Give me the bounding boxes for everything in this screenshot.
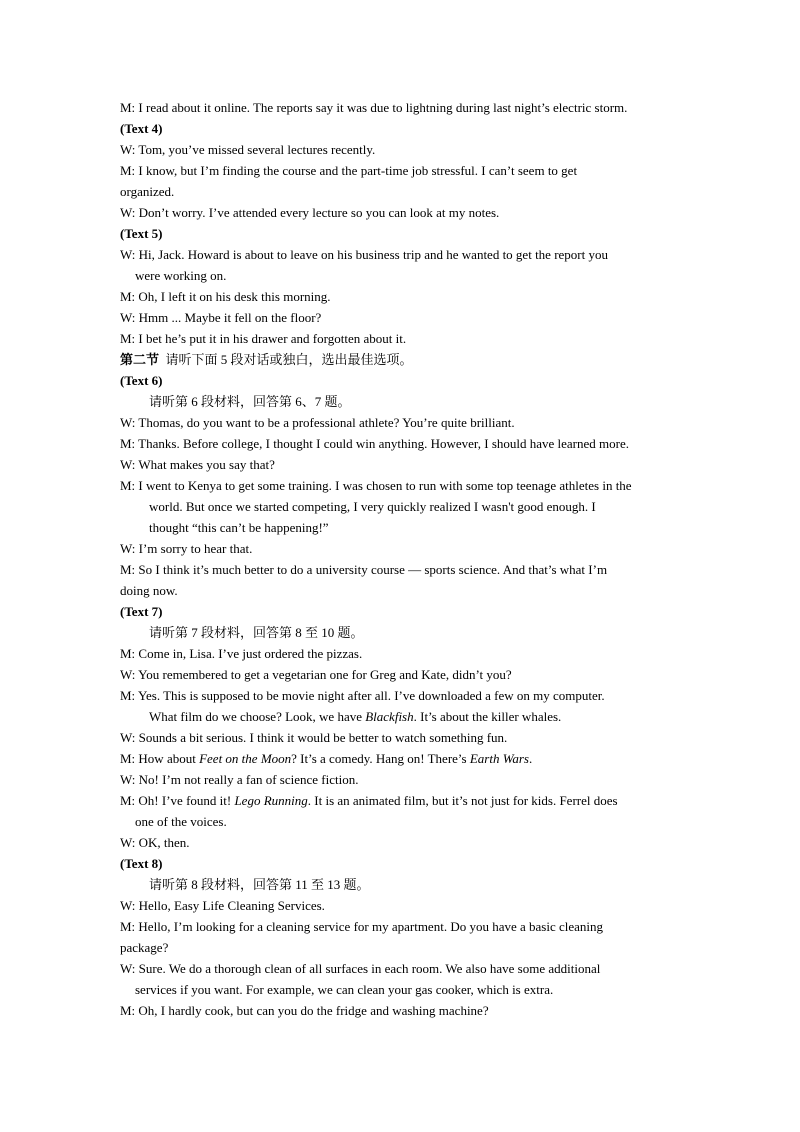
section-instruction: 请听下面 5 段对话或独白，选出最佳选项。: [165, 352, 413, 367]
dialogue-line: M: I read about it online. The reports say it was due to lightning during last night’s electric storm.: [120, 100, 628, 115]
dialogue-line: M: Yes. This is supposed to be movie night after all. I’ve downloaded a few on my computer.: [120, 688, 605, 703]
dialogue-line: W: Sounds a bit serious. I think it would be better to watch something fun.: [120, 730, 508, 745]
line-text: .: [528, 751, 533, 766]
dialogue-line: thought “this can’t be happening!”: [149, 520, 329, 535]
dialogue-line: M: Thanks. Before college, I thought I could win anything. However, I should have learned more.: [120, 436, 629, 451]
dialogue-line: W: Sure. We do a thorough clean of all surfaces in each room. We also have some additional: [120, 961, 601, 976]
line-text: ? It’s a comedy. Hang on! There’s: [291, 751, 470, 766]
dialogue-line: [120, 706, 690, 727]
dialogue-line: W: You remembered to get a vegetarian one for Greg and Kate, didn’t you?: [120, 667, 512, 682]
dialogue-line: W: I’m sorry to hear that.: [120, 541, 253, 556]
line-text: M: Oh! I’ve found it!: [120, 793, 235, 808]
dialogue-line: one of the voices.: [135, 814, 227, 829]
dialogue-line: services if you want. For example, we can clean your gas cooker, which is extra.: [135, 982, 554, 997]
line-text: . It is an animated film, but it’s not just for kids. Ferrel does: [307, 793, 618, 808]
dialogue-line: organized.: [120, 184, 175, 199]
dialogue-line: W: Don’t worry. I’ve attended every lecture so you can look at my notes.: [120, 205, 500, 220]
dialogue-line: W: Tom, you’ve missed several lectures recently.: [120, 142, 376, 157]
dialogue-line: M: So I think it’s much better to do a university course — sports science. And that’s what I’m: [120, 562, 608, 577]
film-title: Feet on the Moon: [199, 751, 292, 766]
dialogue-line: M: Come in, Lisa. I’ve just ordered the pizzas.: [120, 646, 363, 661]
dialogue-line: [120, 748, 690, 769]
instruction-line: 请听第 7 段材料，回答第 8 至 10 题。: [149, 625, 364, 640]
dialogue-line: W: Hmm ... Maybe it fell on the floor?: [120, 310, 322, 325]
film-title: Lego Running: [234, 793, 308, 808]
dialogue-line: W: No! I’m not really a fan of science fiction.: [120, 772, 359, 787]
dialogue-line: M: I went to Kenya to get some training. I was chosen to run with some top teenage athletes in the: [120, 478, 632, 493]
text-heading: (Text 4): [120, 121, 163, 136]
section-heading: [120, 349, 690, 370]
text-heading: (Text 5): [120, 226, 163, 241]
line-text: . It’s about the killer whales.: [413, 709, 562, 724]
dialogue-line: M: Oh, I left it on his desk this morning.: [120, 289, 331, 304]
dialogue-line: M: I bet he’s put it in his drawer and forgotten about it.: [120, 331, 407, 346]
dialogue-line: W: Thomas, do you want to be a professional athlete? You’re quite brilliant.: [120, 415, 515, 430]
dialogue-line: M: Oh, I hardly cook, but can you do the fridge and washing machine?: [120, 1003, 489, 1018]
text-heading: (Text 8): [120, 856, 163, 871]
dialogue-line: world. But once we started competing, I very quickly realized I wasn't good enough. I: [149, 499, 596, 514]
line-text: M: How about: [120, 751, 200, 766]
text-heading: (Text 7): [120, 604, 163, 619]
instruction-line: 请听第 6 段材料，回答第 6、7 题。: [149, 394, 351, 409]
dialogue-line: doing now.: [120, 583, 178, 598]
dialogue-line: W: Hello, Easy Life Cleaning Services.: [120, 898, 325, 913]
dialogue-line: M: I know, but I’m finding the course and the part-time job stressful. I can’t seem to get: [120, 163, 578, 178]
dialogue-line: W: OK, then.: [120, 835, 190, 850]
dialogue-line: package?: [120, 940, 169, 955]
instruction-line: 请听第 8 段材料，回答第 11 至 13 题。: [149, 877, 370, 892]
dialogue-line: were working on.: [135, 268, 227, 283]
film-title: Earth Wars: [469, 751, 529, 766]
section-title: 第二节: [120, 352, 160, 367]
dialogue-line: W: Hi, Jack. Howard is about to leave on his business trip and he wanted to get the report you: [120, 247, 608, 262]
line-text: What film do we choose? Look, we have: [149, 709, 366, 724]
film-title: Blackfish: [365, 709, 414, 724]
transcript-body: [120, 97, 690, 1021]
dialogue-line: [120, 790, 690, 811]
dialogue-line: W: What makes you say that?: [120, 457, 275, 472]
text-heading: (Text 6): [120, 373, 163, 388]
dialogue-line: M: Hello, I’m looking for a cleaning service for my apartment. Do you have a basic cleaning: [120, 919, 604, 934]
